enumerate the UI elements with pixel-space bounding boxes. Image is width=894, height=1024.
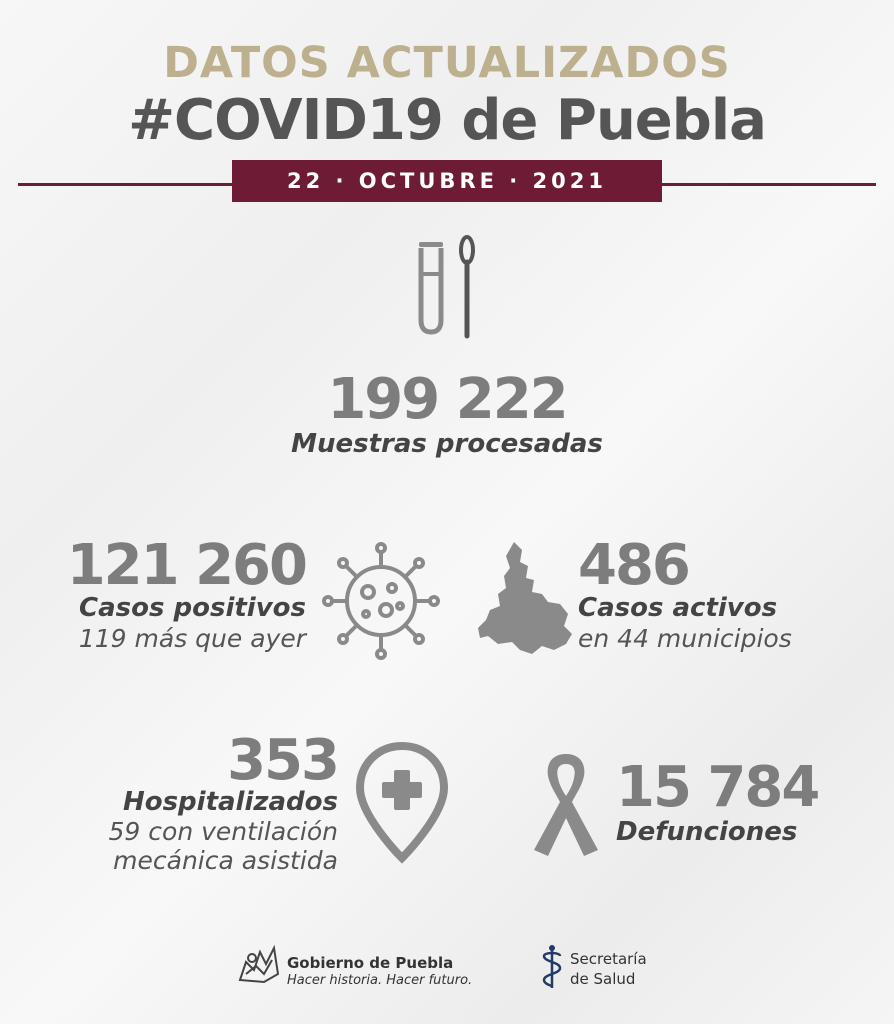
puebla-map-icon xyxy=(476,540,576,658)
virus-icon xyxy=(320,540,442,662)
hospitalized-detail-line2: mecánica asistida xyxy=(113,846,338,875)
page-title: #COVID19 de Puebla xyxy=(128,88,766,153)
samples-value: 199 222 xyxy=(327,367,567,432)
salud-line1: Secretaría xyxy=(570,950,647,968)
positives-detail: 119 más que ayer xyxy=(78,624,306,653)
hospital-pin-icon xyxy=(354,742,450,864)
deaths-value: 15 784 xyxy=(616,755,819,820)
hospitalized-detail-line1: 59 con ventilación xyxy=(108,817,338,846)
awareness-ribbon-icon xyxy=(526,750,606,860)
gobierno-puebla-logo-icon xyxy=(234,940,282,988)
salud-line2: de Salud xyxy=(570,970,636,988)
caduceus-icon xyxy=(540,944,564,990)
gov-slogan: Hacer historia. Hacer futuro. xyxy=(287,973,473,988)
samples-label: Muestras procesadas xyxy=(291,429,603,459)
positives-value: 121 260 xyxy=(66,533,306,598)
hospitalized-label: Hospitalizados xyxy=(122,787,338,817)
header-kicker: DATOS ACTUALIZADOS xyxy=(163,38,731,88)
date-text: 22 · OCTUBRE · 2021 xyxy=(286,169,608,193)
date-badge xyxy=(232,160,662,202)
deaths-label: Defunciones xyxy=(616,817,798,847)
gov-name: Gobierno de Puebla xyxy=(287,954,454,972)
active-label: Casos activos xyxy=(578,593,778,623)
test-tube-swab-icon xyxy=(405,232,485,344)
hospitalized-value: 353 xyxy=(227,728,338,793)
active-value: 486 xyxy=(578,533,689,598)
active-detail: en 44 municipios xyxy=(578,624,792,653)
positives-label: Casos positivos xyxy=(79,593,306,623)
